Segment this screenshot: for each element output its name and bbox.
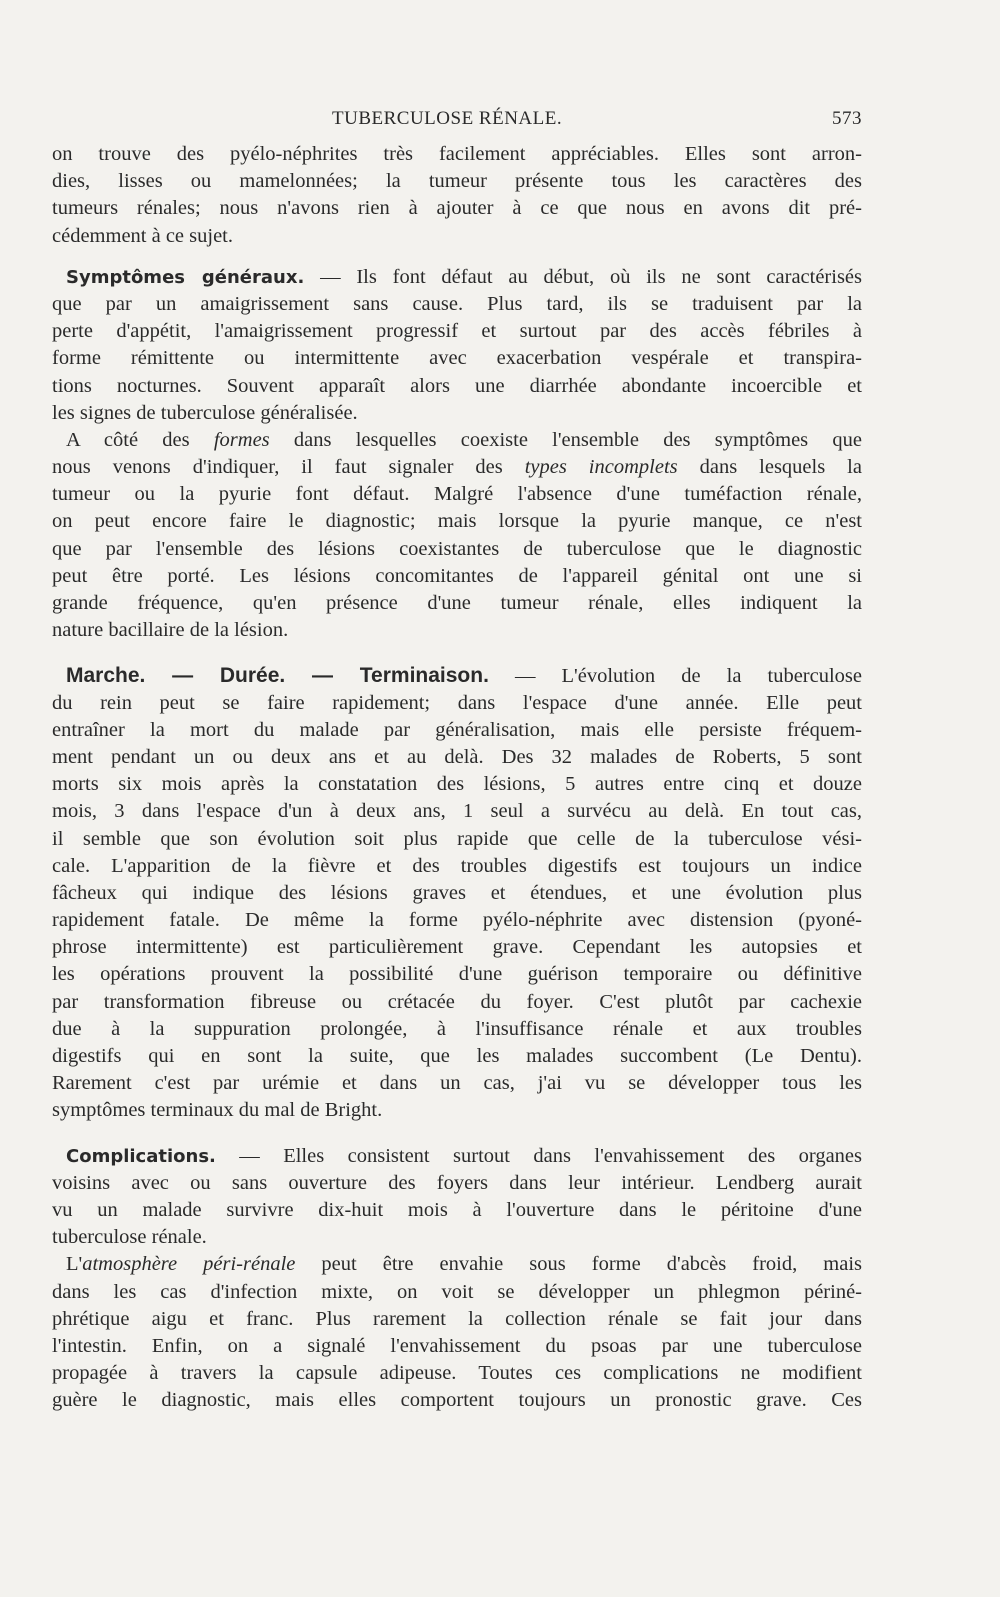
body-text (52, 141, 862, 1414)
text-line (52, 1143, 862, 1170)
text-line: cédemment à ce sujet. (52, 224, 233, 247)
text-line: nature bacillaire de la lésion. (52, 619, 289, 642)
text-line: peut être porté. Les lésions concomitantes de l'appareil génital ont une si (52, 564, 862, 587)
text-line: morts six mois après la constatation des lésions, 5 autres entre cinq et douze (52, 773, 862, 796)
running-title: TUBERCULOSE RÉNALE. (332, 108, 563, 129)
text-line: que par un amaigrissement sans cause. Plus tard, ils se traduisent par la (52, 292, 862, 315)
text-line: on peut encore faire le diagnostic; mais lorsque la pyurie manque, ce n'est (52, 510, 862, 533)
text-line: propagée à travers la capsule adipeuse. Toutes ces complications ne modifient (52, 1362, 862, 1385)
text-run: A côté des (66, 428, 214, 451)
paragraph-complications (52, 1143, 862, 1252)
text-run: — Ils font défaut au début, où ils ne sont caractérisés (304, 265, 863, 288)
italic-term: atmosphère péri-rénale (82, 1253, 296, 1276)
text-line (52, 427, 862, 454)
text-line (52, 1251, 862, 1278)
text-line: tumeur ou la pyurie font défaut. Malgré l'absence d'une tuméfaction rénale, (52, 483, 862, 506)
text-line: vu un malade survivre dix-huit mois à l'ouverture dans le péritoine d'une (52, 1198, 862, 1221)
paragraph-formes (52, 427, 862, 645)
text-line: voisins avec ou sans ouverture des foyers dans leur intérieur. Lendberg aurait (52, 1171, 862, 1194)
section-heading-symptomes: Symptômes généraux. (66, 266, 305, 288)
text-run: peut être envahie sous forme d'abcès froid, mais (295, 1253, 862, 1276)
text-line: du rein peut se faire rapidement; dans l'espace d'une année. Elle peut (52, 691, 862, 714)
text-line: mois, 3 dans l'espace d'un à deux ans, 1 seul a survécu au delà. En tout cas, (52, 800, 862, 823)
text-line: que par l'ensemble des lésions coexistantes de tuberculose que le diagnostic (52, 537, 862, 560)
text-line (52, 264, 862, 291)
text-line: digestifs qui en sont la suite, que les malades succombent (Le Dentu). (52, 1045, 862, 1067)
text-line: dans les cas d'infection mixte, on voit se développer un phlegmon périné- (52, 1280, 862, 1303)
text-line (52, 662, 862, 689)
paragraph-atmosphere (52, 1251, 862, 1414)
text-run: dans lesquels la (677, 456, 862, 479)
running-header (52, 104, 862, 134)
text-run: dans lesquelles coexiste l'ensemble des symptômes que (269, 428, 862, 451)
text-line: ment pendant un ou deux ans et au delà. Des 32 malades de Roberts, 5 sont (52, 745, 862, 768)
text-line: fâcheux qui indique des lésions graves et étendues, et une évolution plus (52, 881, 862, 904)
text-line: phrose intermittente) est particulièrement grave. Cependant les autopsies et (52, 936, 862, 959)
text-line: tuberculose rénale. (52, 1226, 207, 1249)
text-line: grande fréquence, qu'en présence d'une tumeur rénale, elles indiquent la (52, 592, 862, 614)
text-line: perte d'appétit, l'amaigrissement progressif et surtout par des accès fébriles à (52, 320, 862, 343)
text-line: forme rémittente ou intermittente avec exacerbation vespérale et transpira- (52, 347, 862, 370)
text-line: cale. L'apparition de la fièvre et des troubles digestifs est toujours un indice (52, 854, 862, 877)
text-line: les opérations prouvent la possibilité d'une guérison temporaire ou définitive (52, 963, 862, 986)
section-heading-complications: Complications. (66, 1145, 216, 1167)
text-line: on trouve des pyélo-néphrites très facilement appréciables. Elles sont arron- (52, 143, 862, 165)
italic-term: types incomplets (524, 456, 678, 479)
page-number: 573 (832, 108, 862, 129)
text-line: due à la suppuration prolongée, à l'insuffisance rénale et aux troubles (52, 1017, 862, 1040)
text-run: — L'évolution de la tuberculose (488, 665, 862, 688)
paragraph-pyelonephrites (52, 141, 862, 250)
text-run: — Elles consistent surtout dans l'envahissement des organes (215, 1144, 862, 1167)
text-line: dies, lisses ou mamelonnées; la tumeur présente tous les caractères des (52, 170, 862, 193)
text-run: nous venons d'indiquer, il faut signaler des (52, 456, 525, 479)
text-run: L' (66, 1253, 83, 1276)
text-line: guère le diagnostic, mais elles comportent toujours un pronostic grave. Ces (52, 1389, 862, 1412)
text-line: Rarement c'est par urémie et dans un cas, j'ai vu se développer tous les (52, 1072, 862, 1095)
text-line: rapidement fatale. De même la forme pyélo-néphrite avec distension (pyoné- (52, 909, 862, 932)
text-line: symptômes terminaux du mal de Bright. (52, 1099, 383, 1122)
section-heading-marche: Marche. — Durée. — Terminaison. (66, 664, 489, 688)
text-line: tumeurs rénales; nous n'avons rien à ajouter à ce que nous en avons dit pré- (52, 197, 862, 220)
paragraph-marche (52, 662, 862, 1124)
text-line: il semble que son évolution soit plus rapide que celle de la tuberculose vési- (52, 827, 862, 850)
text-line (52, 454, 862, 481)
paragraph-symptomes (52, 264, 862, 427)
text-line: par transformation fibreuse ou crétacée du foyer. C'est plutôt par cachexie (52, 990, 862, 1013)
italic-term: formes (213, 428, 270, 451)
text-line: tions nocturnes. Souvent apparaît alors une diarrhée abondante incoercible et (52, 374, 862, 397)
text-line: l'intestin. Enfin, on a signalé l'envahissement du psoas par une tuberculose (52, 1334, 862, 1357)
text-line: phrétique aigu et franc. Plus rarement la collection rénale se fait jour dans (52, 1307, 862, 1330)
text-line: entraîner la mort du malade par généralisation, mais elle persiste fréquem- (52, 718, 862, 741)
text-line: les signes de tuberculose généralisée. (52, 401, 358, 424)
